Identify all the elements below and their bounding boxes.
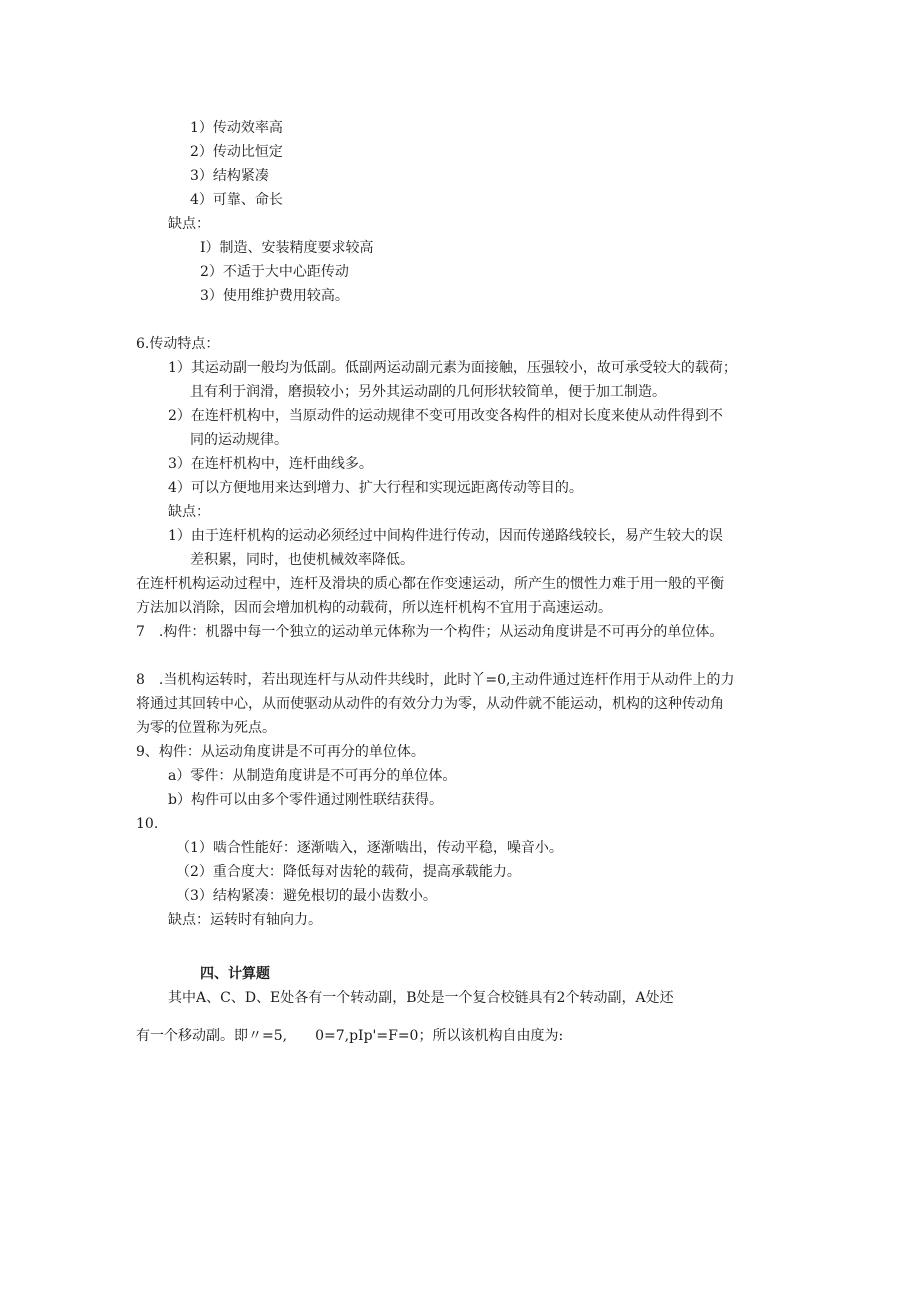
text-line-06: I）制造、安装精度要求较高 <box>200 240 374 256</box>
text-line-34: 其中A、C、D、E处各有一个转动副，B处是一个复合校链具有2个转动副，A处还 <box>168 990 674 1006</box>
text-line-27: b）构件可以由多个零件通过刚性联结获得。 <box>168 792 443 808</box>
section-heading-10: 10. <box>136 816 159 832</box>
text-line-12: 2）在连杆机构中，当原动件的运动规律不变可用改变各构件的相对长度来使从动件得到不 <box>168 408 723 424</box>
text-line-02: 2）传动比恒定 <box>190 144 283 160</box>
text-line-26: a）零件：从制造角度讲是不可再分的单位体。 <box>168 768 457 784</box>
text-line-19: 在连杆机构运动过程中，连杆及滑块的质心都在作变速运动，所产生的惯性力难于用一般的平衡 <box>136 576 724 592</box>
text-line-01: 1）传动效率高 <box>190 120 283 136</box>
text-line-14: 3）在连杆机构中，连杆曲线多。 <box>168 456 373 472</box>
text-line-16: 缺点： <box>168 504 210 520</box>
text-line-17: 1）由于连杆机构的运动必须经过中间构件进行传动，因而传递路线较长，易产生较大的误 <box>168 528 723 544</box>
text-line-04: 4）可靠、命长 <box>190 192 283 208</box>
text-line-03: 3）结构紧凑 <box>190 168 269 184</box>
section-heading-9: 9、构件：从运动角度讲是不可再分的单位体。 <box>136 744 425 760</box>
text-line-32: 缺点：运转时有轴向力。 <box>168 912 322 928</box>
section-heading-8: 8 .当机构运转时，若出现连杆与从动件共线时，此时丫=0,主动件通过连杆作用于从动件上的力 <box>136 672 735 688</box>
text-line-11: 且有利于润滑，磨损较小；另外其运动副的几何形状较简单，便于加工制造。 <box>190 384 666 400</box>
text-line-23: 将通过其回转中心，从而使驱动从动件的有效分力为零，从动件就不能运动，机构的这种传动角 <box>136 696 724 712</box>
section-heading-calculation: 四、计算题 <box>200 966 270 982</box>
text-line-24: 为零的位置称为死点。 <box>136 720 276 736</box>
text-line-18: 差积累，同时，也使机械效率降低。 <box>190 552 414 568</box>
text-line-35: 有一个移动副。即〃=5, 0=7,pIp'=F=0；所以该机构自由度为: <box>136 1028 564 1044</box>
section-heading-6: 6.传动特点： <box>136 336 220 352</box>
text-line-13: 同的运动规律。 <box>190 432 288 448</box>
text-line-31: （3）结构紧凑：避免根切的最小齿数小。 <box>176 888 437 904</box>
text-line-05: 缺点： <box>168 216 210 232</box>
section-heading-7: 7 .构件：机器中每一个独立的运动单元体称为一个构件；从运动角度讲是不可再分的单位体。 <box>136 624 724 640</box>
text-line-30: （2）重合度大：降低每对齿轮的载荷，提高承载能力。 <box>176 864 521 880</box>
text-line-07: 2）不适于大中心距传动 <box>200 264 349 280</box>
text-line-29: （1）啮合性能好：逐渐啮入，逐渐啮出，传动平稳，噪音小。 <box>176 840 563 856</box>
text-line-08: 3）使用维护费用较高。 <box>200 288 349 304</box>
text-line-10: 1）其运动副一般均为低副。低副两运动副元素为面接触，压强较小，故可承受较大的载荷； <box>168 360 737 376</box>
text-line-20: 方法加以消除，因而会增加机构的动载荷，所以连杆机构不宜用于高速运动。 <box>136 600 612 616</box>
text-line-15: 4）可以方便地用来达到增力、扩大行程和实现远距离传动等目的。 <box>168 480 583 496</box>
